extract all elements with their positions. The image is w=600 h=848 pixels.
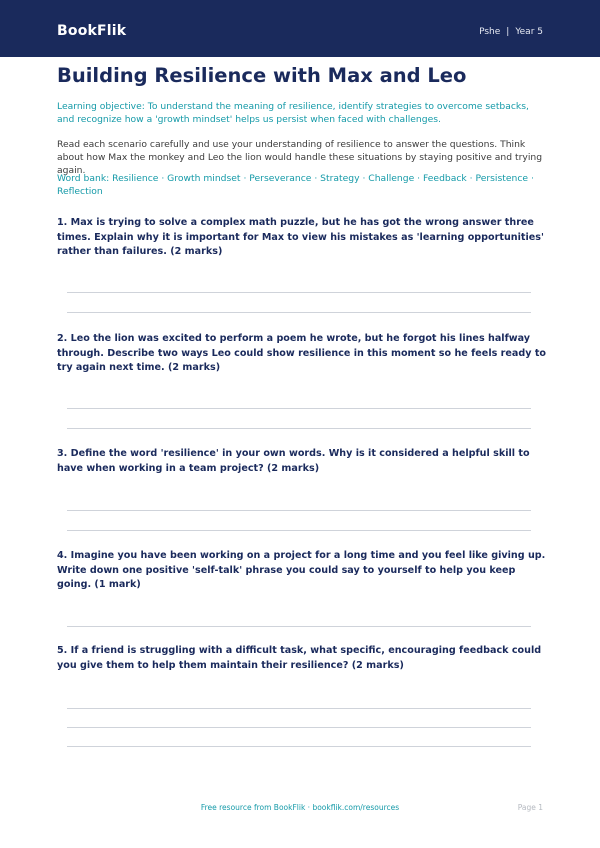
word-bank: Word bank: Resilience · Growth mindset · Perseverance · Strategy · Challenge · Feedback · Persistence · Reflection: [57, 173, 534, 197]
page-number: Page 1: [517, 803, 543, 812]
question-3: 3. Define the word 'resilience' in your own words. Why is it considered a helpful skill to have when working in a team project? (2 marks): [57, 448, 530, 474]
meta-separator: |: [506, 27, 510, 37]
question-2: 2. Leo the lion was excited to perform a poem he wrote, but he forgot his lines halfway through. Describe two ways Leo could show resilience in this moment so he feels ready to try again next time. (2 marks): [57, 333, 547, 373]
instructions-text: Read each scenario carefully and use your understanding of resilience to answer the questions. Think about how Max the monkey and Leo the lion would handle these situations by staying positive and trying again.: [57, 139, 543, 176]
year-label: Year 5: [515, 27, 543, 37]
answer-line[interactable]: [67, 292, 531, 293]
question-1: 1. Max is trying to solve a complex math puzzle, but he has got the wrong answer three times. Explain why it is important for Max to view his mistakes as 'learning opportunities' rather than failures. (2 marks): [57, 217, 544, 257]
answer-line[interactable]: [67, 408, 531, 409]
answer-line[interactable]: [67, 428, 531, 429]
question-5: 5. If a friend is struggling with a difficult task, what specific, encouraging feedback could you give them to help them maintain their resilience? (2 marks): [57, 645, 542, 671]
question-4: 4. Imagine you have been working on a project for a long time and you feel like giving up. Write down one positive 'self-talk' phrase you could say to yourself to help you keep going. (1 mark): [57, 550, 546, 590]
page-title: Building Resilience with Max and Leo: [57, 64, 467, 87]
footer-resource-link[interactable]: Free resource from BookFlik · bookflik.com/resources: [200, 803, 400, 812]
header-bar: [0, 0, 600, 57]
answer-line[interactable]: [67, 312, 531, 313]
answer-line[interactable]: [67, 708, 531, 709]
learning-objective: Learning objective: To understand the meaning of resilience, identify strategies to overcome setbacks, and recognize how a 'growth mindset' helps us persist when faced with challenges.: [57, 101, 529, 125]
answer-line[interactable]: [67, 530, 531, 531]
answer-line[interactable]: [67, 746, 531, 747]
subject-label: Pshe: [479, 27, 501, 37]
answer-line[interactable]: [67, 510, 531, 511]
brand-logo: BookFlik: [57, 23, 127, 39]
answer-line[interactable]: [67, 626, 531, 627]
answer-line[interactable]: [67, 727, 531, 728]
subject-year-label: [479, 27, 543, 37]
